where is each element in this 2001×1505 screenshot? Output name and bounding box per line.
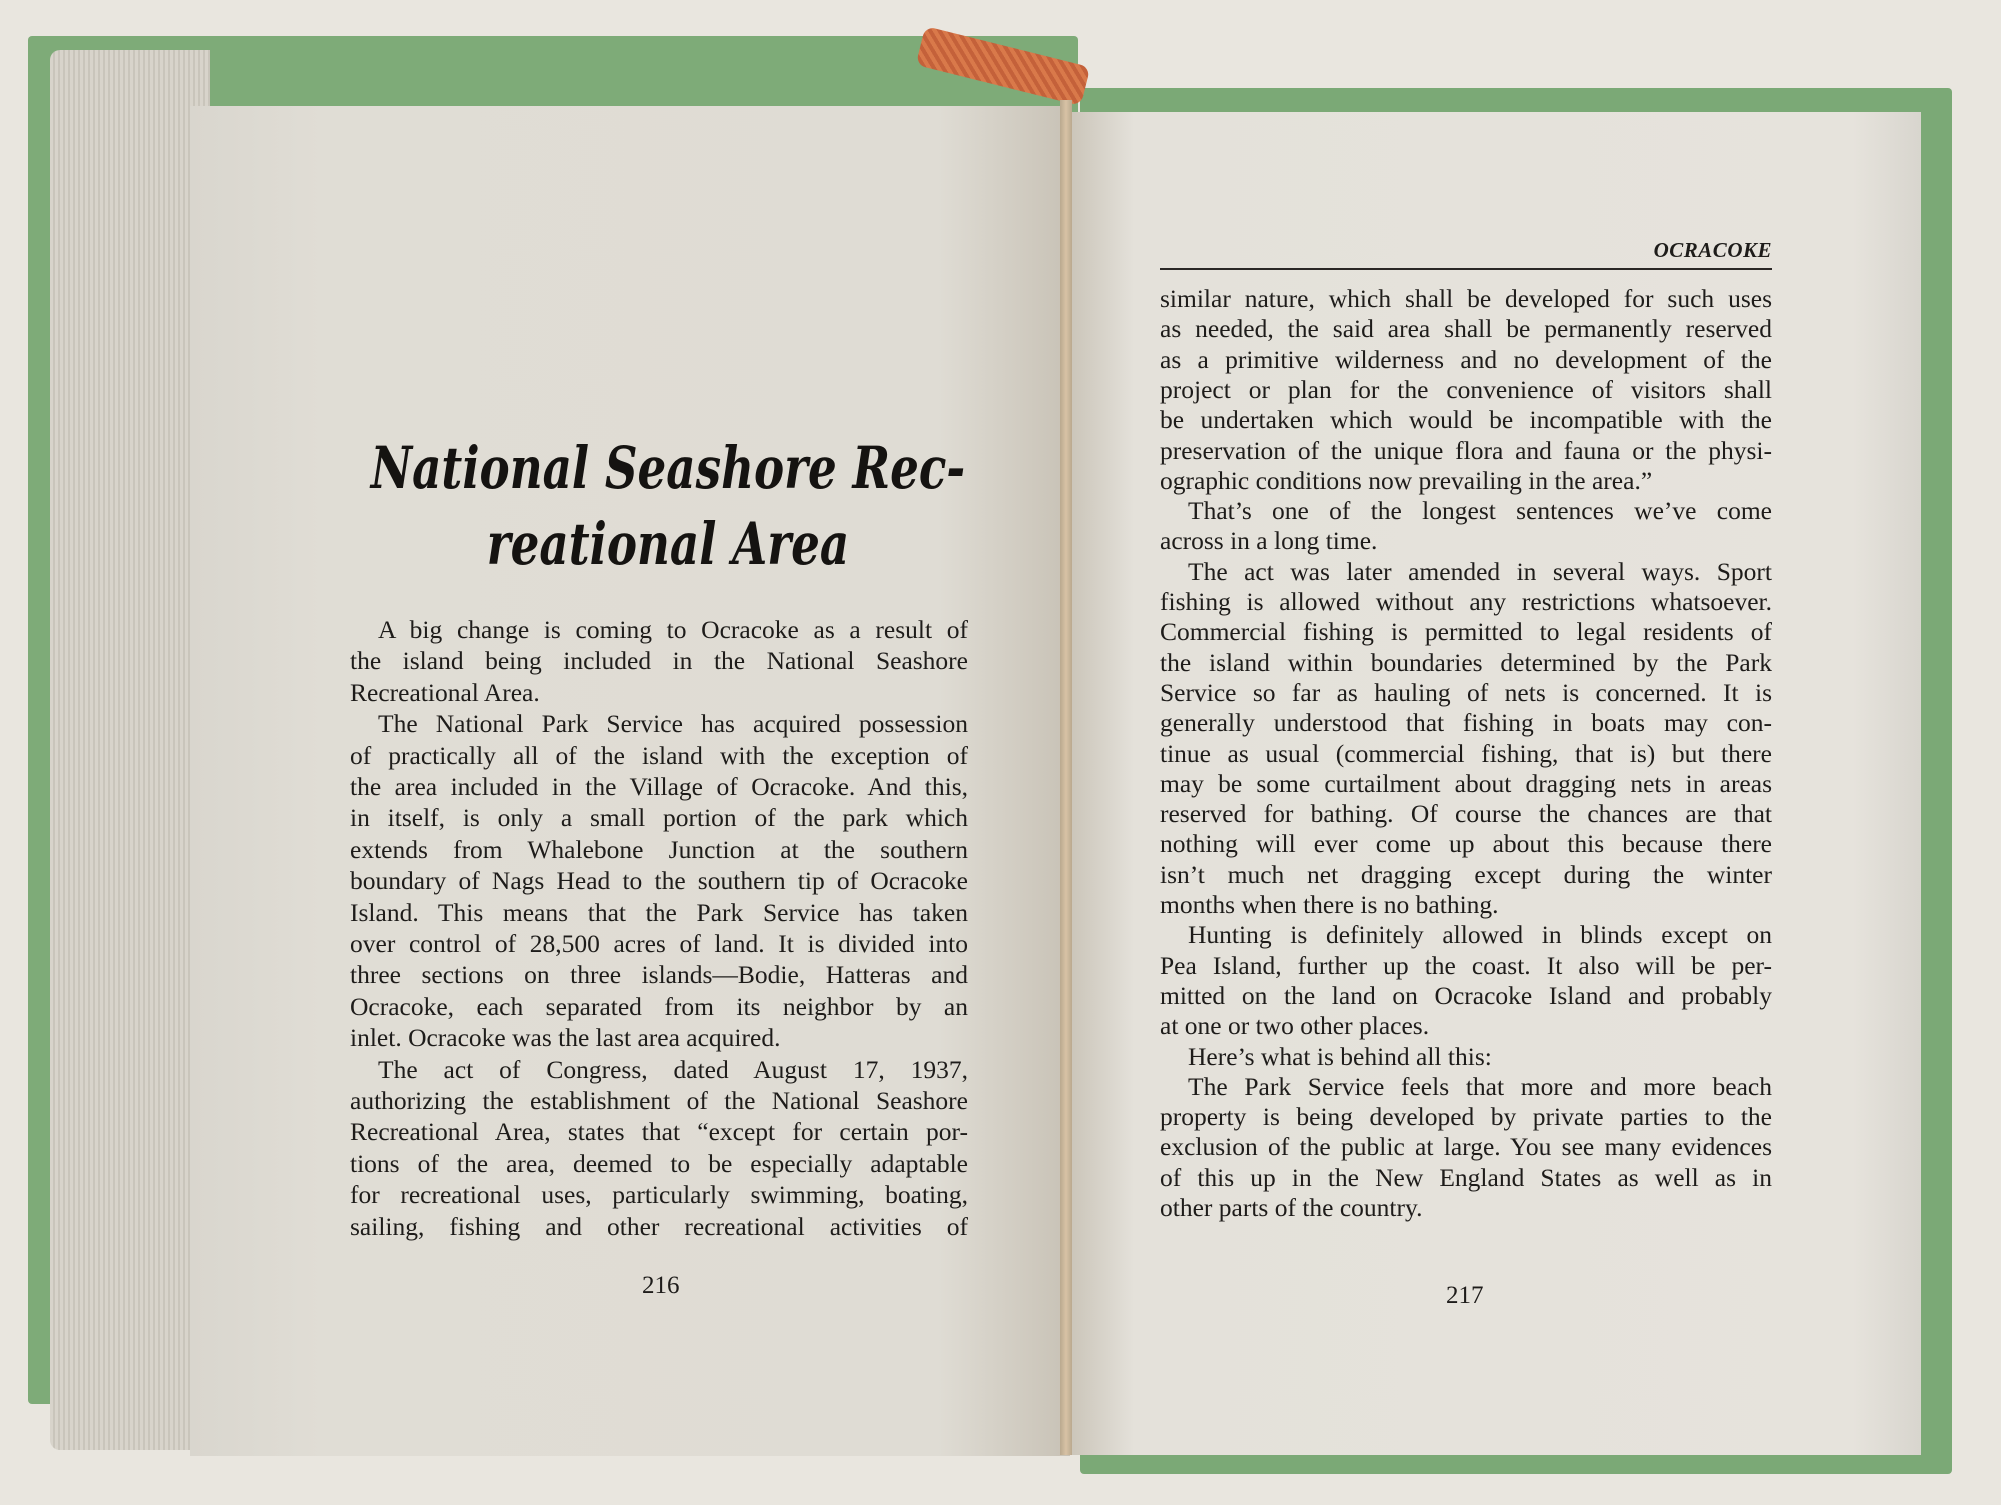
text-line: of this up in the New England States as well as in	[1160, 1162, 1772, 1192]
text-line: Commercial fishing is permitted to legal residents of	[1160, 617, 1772, 647]
text-line: as needed, the said area shall be permanently reserved	[1160, 314, 1772, 344]
text-line: Ocracoke, each separated from its neighbor by an	[350, 991, 968, 1021]
text-line: similar nature, which shall be developed for such uses	[1160, 284, 1772, 313]
text-line: Service so far as hauling of nets is concerned. It is	[1160, 677, 1772, 707]
text-line: of practically all of the island with the exception of	[350, 740, 968, 770]
text-line: reserved for bathing. Of course the chances are that	[1160, 799, 1772, 829]
text-line: The National Park Service has acquired possession	[378, 709, 968, 739]
running-head: OCRACOKE	[1653, 238, 1772, 262]
text-line: inlet. Ocracoke was the last area acquired.	[350, 1023, 781, 1053]
text-line: Recreational Area.	[350, 677, 540, 707]
text-line: authorizing the establishment of the National Seashore	[350, 1086, 968, 1115]
text-line: for recreational uses, particularly swimming, boating,	[350, 1180, 968, 1210]
text-line: Recreational Area, states that “except for certain por-	[350, 1117, 968, 1147]
page-number-right: 217	[1446, 1282, 1484, 1309]
text-line: tinue as usual (commercial fishing, that is) but there	[1160, 738, 1772, 768]
chapter-title-line-1: National Seashore Rec-	[370, 434, 966, 502]
text-line: boundary of Nags Head to the southern tip of Ocracoke	[350, 866, 968, 896]
page-number-left: 216	[642, 1272, 680, 1299]
text-line: sailing, fishing and other recreational activities of	[350, 1211, 968, 1241]
text-line: fishing is allowed without any restrictions whatsoever.	[1160, 587, 1772, 616]
text-line: property is being developed by private parties to the	[1160, 1102, 1772, 1132]
text-line: months when there is no bathing.	[1160, 890, 1499, 919]
text-line: at one or two other places.	[1160, 1011, 1430, 1041]
text-line: mitted on the land on Ocracoke Island and probably	[1160, 980, 1772, 1010]
text-line: Island. This means that the Park Service has taken	[350, 897, 968, 927]
text-line: other parts of the country.	[1160, 1193, 1423, 1222]
text-line: Here’s what is behind all this:	[1188, 1041, 1492, 1071]
text-line: The Park Service feels that more and more beach	[1188, 1071, 1772, 1101]
text-line: may be some curtailment about dragging nets in areas	[1160, 768, 1772, 798]
header-rule	[1160, 268, 1772, 270]
text-line: exclusion of the public at large. You see many evidences	[1160, 1132, 1772, 1162]
text-line: A big change is coming to Ocracoke as a result of	[378, 615, 968, 644]
page-edges	[50, 50, 210, 1450]
text-line: nothing will ever come up about this because there	[1160, 829, 1772, 859]
text-line: three sections on three islands—Bodie, Hatteras and	[350, 960, 968, 990]
text-line: across in a long time.	[1160, 526, 1378, 556]
text-line: project or plan for the convenience of visitors shall	[1160, 374, 1772, 404]
text-line: Pea Island, further up the coast. It also will be per-	[1160, 950, 1772, 980]
book-gutter	[1060, 100, 1072, 1455]
text-line: the area included in the Village of Ocracoke. And this,	[350, 772, 968, 801]
text-line: the island within boundaries determined by the Park	[1160, 647, 1772, 677]
text-line: The act was later amended in several ways. Sport	[1188, 556, 1772, 586]
text-line: tions of the area, deemed to be especially adaptable	[350, 1148, 968, 1178]
text-line: in itself, is only a small portion of the park which	[350, 803, 968, 833]
text-line: be undertaken which would be incompatible with the	[1160, 405, 1772, 435]
text-line: ographic conditions now prevailing in the area.”	[1160, 465, 1653, 495]
text-line: That’s one of the longest sentences we’ve come	[1188, 496, 1772, 526]
text-line: Hunting is definitely allowed in blinds except on	[1188, 920, 1772, 950]
text-line: isn’t much net dragging except during the winter	[1160, 859, 1772, 889]
text-line: preservation of the unique flora and fauna or the physi-	[1160, 435, 1772, 465]
text-line: generally understood that fishing in boats may con-	[1160, 708, 1772, 738]
chapter-title-line-2: reational Area	[486, 510, 850, 578]
text-line: the island being included in the National Seashore	[350, 646, 968, 676]
text-line: as a primitive wilderness and no development of the	[1160, 344, 1772, 374]
text-line: The act of Congress, dated August 17, 1937,	[378, 1054, 968, 1084]
text-line: over control of 28,500 acres of land. It is divided into	[350, 929, 968, 958]
text-line: extends from Whalebone Junction at the southern	[350, 834, 968, 864]
